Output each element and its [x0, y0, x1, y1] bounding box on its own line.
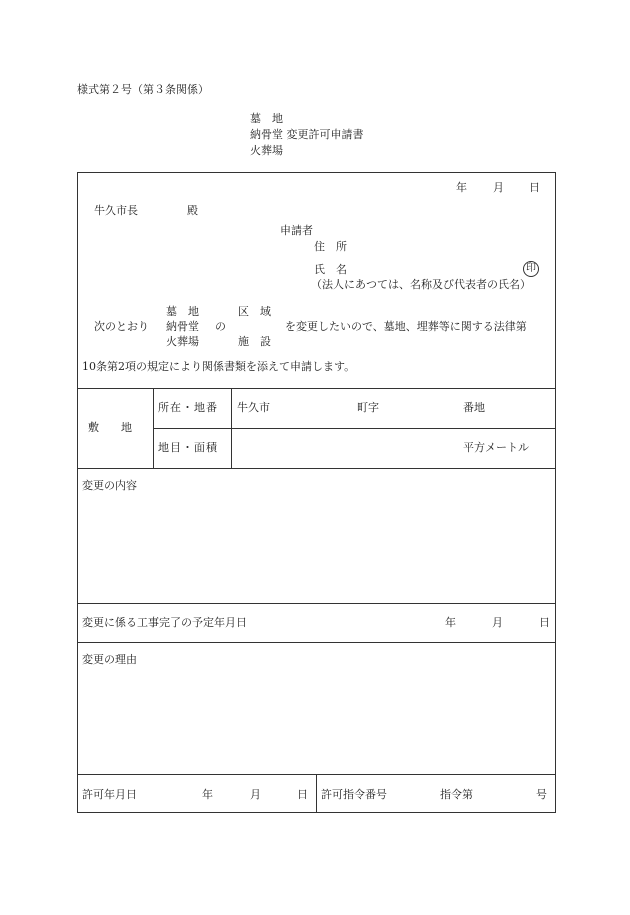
date-year: 年 — [456, 181, 467, 194]
applicant-address-label: 住 所 — [314, 240, 347, 253]
divider-content-bottom — [77, 603, 556, 604]
seal-mark: 印 — [523, 261, 539, 277]
site-label: 敷 地 — [88, 421, 132, 434]
site-lot: 番地 — [463, 401, 485, 414]
site-label-divider — [153, 388, 154, 468]
statement-scope-2: 施 設 — [238, 335, 271, 348]
divider-site-top — [77, 388, 556, 389]
date-month: 月 — [493, 181, 504, 194]
landuse-label: 地目・面積 — [158, 441, 218, 454]
statement-line-2: 10条第2項の規定により関係書類を添えて申請します。 — [82, 360, 356, 373]
change-reason-label: 変更の理由 — [82, 653, 137, 666]
permit-number-label: 許可指令番号 — [321, 788, 387, 801]
area-unit: 平方メートル — [463, 441, 529, 454]
statement-prefix: 次のとおり — [94, 320, 149, 333]
applicant-label: 申請者 — [280, 224, 313, 237]
date-day: 日 — [529, 181, 540, 194]
statement-scope-1: 区 域 — [238, 305, 271, 318]
permit-directive: 指令第 — [440, 788, 473, 801]
permit-divider — [316, 774, 317, 813]
completion-day: 日 — [539, 616, 550, 629]
title-line-2: 納骨堂 変更許可申請書 — [250, 128, 364, 141]
site-city: 牛久市 — [237, 401, 270, 414]
addressee-honorific: 殿 — [187, 204, 198, 217]
title-line-1: 墓 地 — [250, 112, 283, 125]
permit-day: 日 — [297, 788, 308, 801]
statement-type-1: 墓 地 — [166, 305, 199, 318]
form-number: 様式第２号（第３条関係） — [77, 83, 209, 96]
permit-month: 月 — [250, 788, 261, 801]
site-town: 町字 — [357, 401, 379, 414]
statement-no: の — [215, 320, 226, 333]
permit-year: 年 — [202, 788, 213, 801]
statement-type-2: 納骨堂 — [166, 320, 199, 333]
applicant-note: （法人にあつては、名称及び代表者の氏名） — [311, 278, 531, 291]
change-content-label: 変更の内容 — [82, 479, 137, 492]
statement-type-3: 火葬場 — [166, 335, 199, 348]
permit-date-label: 許可年月日 — [82, 788, 137, 801]
permit-number-suffix: 号 — [536, 788, 547, 801]
site-field-divider — [231, 388, 232, 468]
statement-suffix: を変更したいので、墓地、埋葬等に関する法律第 — [285, 320, 527, 333]
divider-completion-bottom — [77, 642, 556, 643]
completion-month: 月 — [492, 616, 503, 629]
divider-site-bottom — [77, 468, 556, 469]
completion-label: 変更に係る工事完了の予定年月日 — [82, 616, 247, 629]
completion-year: 年 — [445, 616, 456, 629]
title-line-3: 火葬場 — [250, 144, 283, 157]
location-label: 所在・地番 — [158, 401, 218, 414]
divider-site-middle — [153, 428, 556, 429]
applicant-name-label: 氏 名 — [314, 263, 347, 276]
addressee-name: 牛久市長 — [94, 204, 138, 217]
